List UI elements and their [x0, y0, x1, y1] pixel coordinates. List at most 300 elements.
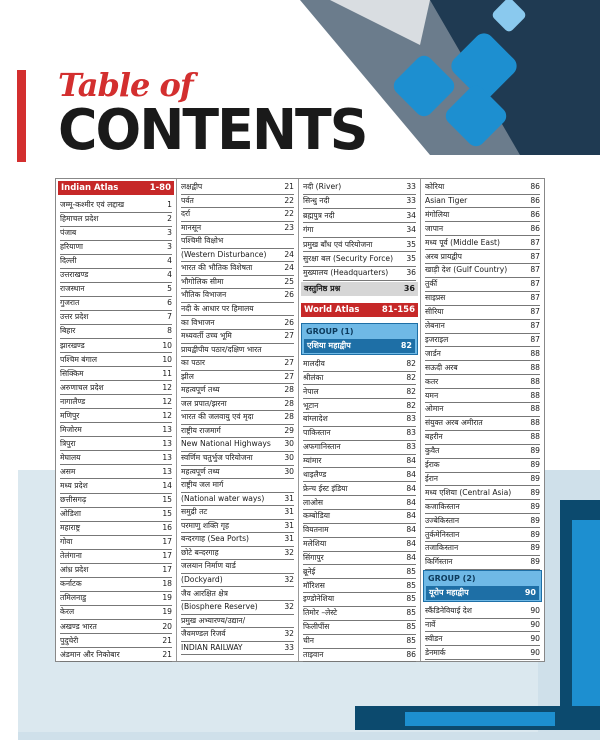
toc-entry-page: 82 [406, 386, 416, 396]
toc-entry-page: 87 [530, 251, 540, 261]
objective-questions-label: वस्तुनिष्ठ प्रश्न [304, 284, 341, 293]
toc-entry-page: 13 [162, 452, 172, 462]
toc-entry-title: अंडमान और निकोबार [60, 649, 120, 659]
toc-entry-page [276, 343, 294, 357]
toc-entry [425, 375, 540, 390]
toc-entry-page: 6 [167, 298, 172, 308]
toc-entry-title: मालदीव [303, 359, 325, 368]
toc-entry-title: बहरीन [425, 432, 443, 442]
toc-entry-title: सिंगापुर [303, 552, 324, 562]
toc-entry-page: 86 [530, 223, 540, 233]
toc-entry-page: 21 [162, 649, 172, 659]
toc-entry-page: 12 [162, 382, 172, 392]
toc-entry [60, 423, 172, 438]
toc-entry-page: 4 [167, 256, 172, 266]
toc-entry-title: परमाणु शक्ति गृह [181, 520, 230, 530]
toc-entry-page [276, 614, 294, 628]
toc-entry [303, 252, 416, 267]
toc-entry [60, 591, 172, 606]
toc-entry-page: 84 [406, 539, 416, 549]
section-header-indian-atlas [58, 181, 174, 195]
toc-entry-title: कम्बोडिया [303, 511, 331, 521]
toc-entry-title: इण्डोनेशिया [303, 594, 335, 604]
toc-entry-page: 35 [406, 239, 416, 249]
toc-entry-page [276, 559, 294, 573]
toc-entry-page: 2 [167, 214, 172, 224]
toc-entry-page: 4 [167, 270, 172, 280]
toc-entry [425, 291, 540, 306]
toc-entry-page: 84 [406, 525, 416, 535]
toc-entry-page: 87 [530, 293, 540, 303]
toc-entry-page: 87 [530, 334, 540, 344]
toc-entry [303, 371, 416, 386]
toc-entry [303, 634, 416, 649]
toc-entry [181, 370, 294, 385]
toc-entry-title: मलेशिया [303, 539, 327, 549]
section-header-pages: 81-156 [381, 305, 415, 315]
toc-entry-page: 90 [530, 633, 540, 643]
toc-entry-page: 15 [162, 495, 172, 505]
toc-entry-title: कुवैत [425, 446, 440, 456]
toc-entry-page: 24 [284, 249, 294, 259]
toc-entry-page: 12 [162, 410, 172, 420]
toc-entry-page: 21 [284, 182, 294, 191]
toc-entry [60, 339, 172, 354]
toc-entry-title: तुर्की [425, 279, 438, 289]
toc-entry-title: पुदुचेरी [60, 635, 79, 645]
toc-entry-page: 25 [284, 276, 294, 286]
toc-entry-page [276, 587, 294, 601]
toc-entry-page: 22 [284, 209, 294, 219]
toc-entry [60, 198, 172, 213]
toc-entry-title: सुरक्षा बल (Security Force) [303, 254, 394, 263]
toc-entry [60, 648, 172, 663]
toc-entry-page: 87 [530, 237, 540, 247]
toc-entry-page: 86 [406, 649, 416, 659]
toc-entry [425, 194, 540, 209]
toc-entry-page: 27 [284, 331, 294, 341]
toc-entry [60, 310, 172, 325]
toc-entry-page: 89 [530, 557, 540, 567]
toc-entry [60, 437, 172, 452]
toc-entry [425, 430, 540, 445]
toc-entry [303, 648, 416, 663]
toc-entry-title: तिमोर –लेस्टे [303, 608, 338, 618]
toc-entry-page: 23 [284, 222, 294, 232]
toc-entry-page: 33 [284, 642, 294, 652]
toc-entry-page: 34 [406, 210, 416, 220]
toc-entry-page: 84 [406, 483, 416, 493]
toc-entry [303, 385, 416, 400]
toc-entry-title: राष्ट्रीय राजमार्ग [181, 425, 221, 435]
toc-entry-title: महत्वपूर्ण तथ्य [181, 466, 220, 476]
toc-entry-page: 89 [530, 460, 540, 469]
toc-entry-title: नदी (River) [303, 182, 342, 191]
toc-entry-page: 18 [162, 579, 172, 589]
toc-entry-title: पर्वत [181, 195, 194, 205]
toc-entry [425, 263, 540, 278]
toc-entry-page: 83 [406, 442, 416, 452]
toc-entry-page: 22 [284, 195, 294, 205]
toc-entry [425, 416, 540, 431]
toc-entry [303, 537, 416, 552]
toc-entry-title: सिन्धु नदी [303, 196, 330, 206]
toc-entry [425, 646, 540, 661]
toc-entry [181, 424, 294, 439]
toc-entry [425, 277, 540, 292]
toc-entry-title: साइप्रस [425, 293, 446, 303]
toc-entry [60, 479, 172, 494]
toc-entry [181, 248, 294, 263]
decor-bar-horizontal-blue [405, 712, 555, 726]
toc-entry-title: इजराइल [425, 334, 449, 344]
toc-entry-title: बांग्लादेश [303, 414, 328, 424]
toc-entry [181, 505, 294, 520]
toc-entry-title: दर्रा [181, 209, 191, 219]
toc-entry-title: स्वीडन [425, 633, 443, 643]
toc-entry-page: 11 [162, 368, 172, 378]
toc-entry-page: 84 [406, 469, 416, 479]
toc-entry [60, 620, 172, 635]
toc-entry-page: 88 [530, 390, 540, 400]
toc-entry-page: 13 [162, 466, 172, 476]
toc-entry-title: किर्गिस्तान [425, 557, 453, 567]
section-header-label: Indian Atlas [61, 183, 119, 193]
toc-entry-page: 89 [530, 529, 540, 539]
toc-entry-title: राष्ट्रीय जल मार्ग [181, 480, 224, 490]
toc-entry-title: मानसून [181, 222, 202, 232]
toc-entry-title: अफगानिस्तान [303, 442, 341, 452]
toc-entry-page: 19 [162, 593, 172, 603]
section-header-label: World Atlas [304, 305, 360, 315]
toc-entry-title: मिजोरम [60, 424, 82, 434]
toc-entry [425, 555, 540, 570]
toc-entry [425, 361, 540, 376]
toc-entry-title: तुर्कमेनिस्तान [425, 529, 460, 539]
toc-entry-title: फ्रेन्च ईस्ट इंडिया [303, 483, 348, 493]
toc-entry-title: अरब प्रायद्वीप [425, 251, 462, 261]
toc-entry [303, 606, 416, 621]
toc-entry-page: 84 [406, 455, 416, 465]
toc-entry-page: 33 [406, 182, 416, 191]
toc-entry-page: 89 [530, 501, 540, 511]
toc-entry [60, 353, 172, 368]
toc-entry [303, 523, 416, 538]
toc-entry [181, 302, 294, 317]
toc-entry [181, 194, 294, 209]
toc-entry-page: 90 [530, 619, 540, 629]
toc-entry-title: ईरान [425, 473, 439, 483]
toc-entry-title: तेलंगाना [60, 551, 82, 561]
column-3 [298, 179, 420, 661]
toc-entry [425, 208, 540, 223]
toc-entry [181, 221, 294, 236]
toc-entry-page: 26 [284, 317, 294, 327]
toc-entry-page: 32 [284, 629, 294, 639]
toc-entry [60, 465, 172, 480]
toc-entry-page: 16 [162, 523, 172, 533]
toc-entry-page [276, 302, 294, 316]
toc-entry-title: नेपाल [303, 386, 319, 396]
toc-entry [303, 194, 416, 209]
toc-entry-title: ईराक [425, 460, 440, 469]
toc-entry-page: 88 [530, 348, 540, 358]
toc-entry-title: संयुक्त अरब अमीरात [425, 418, 483, 428]
toc-entry [60, 409, 172, 424]
toc-entry-title: झारखण्ड [60, 340, 85, 350]
toc-entry [60, 535, 172, 550]
toc-entry [60, 605, 172, 620]
toc-entry-page: 82 [406, 359, 416, 368]
toc-entry-title: हरियाणा [60, 242, 83, 252]
toc-entry [303, 496, 416, 511]
toc-entry-title: वियतनाम [303, 525, 329, 535]
toc-entry-title: लक्षद्वीप [181, 182, 203, 191]
toc-entry-title: स्कैंडिनेवियाई देश [425, 606, 472, 615]
column-1 [56, 179, 176, 661]
group-label-row [304, 339, 415, 353]
toc-entry-page: 88 [530, 418, 540, 428]
toc-entry [181, 397, 294, 412]
toc-entry [181, 451, 294, 466]
toc-entry-title: कजाकिस्तान [425, 501, 460, 511]
toc-entry [60, 296, 172, 311]
toc-entry [60, 577, 172, 592]
toc-entry-title: जैवमण्डल रिजर्व [181, 629, 226, 639]
page-title: CONTENTS [58, 98, 367, 163]
toc-entry-page: 88 [530, 404, 540, 414]
toc-entry [303, 180, 416, 195]
toc-entry-page: 90 [530, 606, 540, 615]
toc-entry [303, 468, 416, 483]
toc-entry-title: तमिलनाडु [60, 593, 87, 603]
toc-entry [181, 316, 294, 331]
toc-entry-title: (Dockyard) [181, 574, 223, 584]
toc-entry-page: 87 [530, 279, 540, 289]
toc-entry [60, 367, 172, 382]
toc-entry-title: प्रमुख अभ्यारण्य/उद्यान/ [181, 615, 246, 625]
toc-entry-page: 15 [162, 509, 172, 519]
group-label: एशिया महाद्वीप [307, 341, 351, 350]
toc-entry-title: म्यांमार [303, 455, 322, 465]
toc-entry-page: 86 [530, 209, 540, 219]
toc-entry-page: 83 [406, 414, 416, 424]
title-script: Table of [58, 66, 193, 104]
toc-entry [181, 641, 294, 656]
toc-entry [181, 492, 294, 507]
group-box-asia [301, 323, 418, 355]
toc-entry [425, 222, 540, 237]
toc-entry [181, 383, 294, 398]
column-4 [420, 179, 544, 661]
toc-entry-title: कोरिया [425, 182, 445, 191]
toc-entry [425, 389, 540, 404]
toc-entry [303, 509, 416, 524]
toc-entry-title: पंजाब [60, 228, 77, 238]
toc-entry-title: डेनमार्क [425, 647, 446, 657]
toc-entry [60, 268, 172, 283]
toc-entry-title: मध्यवर्ती उच्च भूमि [181, 331, 232, 341]
toc-entry [181, 261, 294, 276]
toc-entry-title: महत्वपूर्ण तथ्य [181, 385, 220, 395]
toc-entry-page: 3 [167, 228, 172, 238]
toc-entry [425, 632, 540, 647]
toc-entry-page: 90 [530, 647, 540, 657]
toc-entry-page: 84 [406, 552, 416, 562]
toc-entry-page: 82 [406, 400, 416, 410]
toc-entry-page: 30 [284, 466, 294, 476]
toc-entry [181, 356, 294, 371]
toc-entry [303, 238, 416, 253]
toc-entry-title: राजस्थान [60, 284, 85, 294]
toc-entry-title: जार्डन [425, 348, 441, 358]
toc-entry [60, 634, 172, 649]
toc-entry-page: 28 [284, 412, 294, 422]
toc-entry-page: 19 [162, 607, 172, 617]
toc-entry [181, 600, 294, 615]
toc-entry-page: 86 [530, 195, 540, 205]
toc-entry-title: मुख्यालय (Headquarters) [303, 268, 389, 278]
toc-entry [181, 207, 294, 222]
toc-entry-title: अखण्ड भारत [60, 621, 97, 631]
toc-entry [60, 493, 172, 508]
toc-entry-page: 3 [167, 242, 172, 252]
toc-entry-page [276, 234, 294, 248]
toc-entry-title: मंगोलिया [425, 209, 450, 219]
toc-entry [181, 465, 294, 480]
toc-entry [303, 482, 416, 497]
toc-entry [60, 240, 172, 255]
toc-entry [181, 519, 294, 534]
group-name: GROUP (2) [428, 574, 476, 583]
toc-entry-page: 87 [530, 321, 540, 330]
toc-entry [181, 288, 294, 303]
toc-entry-page: 84 [406, 497, 416, 507]
toc-entry-page: 20 [162, 621, 172, 631]
toc-entry [303, 412, 416, 427]
toc-entry-page: 14 [162, 481, 172, 490]
toc-entry-title: गंगा [303, 225, 314, 235]
group-name: GROUP (1) [306, 327, 354, 336]
toc-entry [425, 180, 540, 195]
toc-entry-page: 88 [530, 432, 540, 442]
toc-entry-page: 87 [530, 307, 540, 317]
section-header-pages: 1-80 [149, 183, 171, 193]
toc-entry-title: खाड़ी देश (Gulf Country) [425, 265, 508, 275]
toc-entry-title: नागालैण्ड [60, 396, 86, 406]
toc-entry [425, 618, 540, 633]
toc-entry [60, 212, 172, 227]
toc-entry-title: लाओस [303, 497, 324, 507]
toc-entry-title: ओडिशा [60, 509, 81, 519]
toc-entry-page: 24 [284, 263, 294, 273]
toc-entry-title: तजाकिस्तान [425, 543, 459, 553]
toc-entry-page: 85 [406, 636, 416, 645]
toc-entry-page: 10 [162, 354, 172, 364]
toc-entry-page: 35 [406, 254, 416, 263]
toc-entry-title: मॉरिशस [303, 580, 325, 590]
toc-entry-page: 29 [284, 425, 294, 435]
toc-entry [425, 319, 540, 334]
toc-entry-page: 83 [406, 428, 416, 438]
toc-entry-page: 27 [284, 358, 294, 368]
toc-entry-page: 7 [167, 312, 172, 322]
toc-entry-title: भौगोलिक सीमा [181, 276, 224, 286]
toc-entry-title: भारत की भौतिक विशेषता [181, 263, 253, 273]
toc-entry [303, 223, 416, 238]
toc-entry [303, 579, 416, 594]
toc-entry [303, 565, 416, 580]
toc-entry-page: 85 [406, 594, 416, 604]
toc-entry-title: महाराष्ट्र [60, 523, 81, 533]
toc-entry [425, 541, 540, 556]
toc-entry-title: असम [60, 466, 76, 476]
toc-entry-page: 82 [406, 372, 416, 382]
toc-entry-title: गोवा [60, 537, 73, 547]
toc-entry [425, 236, 540, 251]
toc-entry-title: New National Highways [181, 439, 271, 449]
group-label: यूरोप महाद्वीप [429, 588, 469, 597]
toc-entry [425, 333, 540, 348]
toc-entry [425, 514, 540, 529]
toc-entry [181, 614, 294, 629]
toc-entry [181, 478, 294, 493]
toc-entry [425, 347, 540, 362]
toc-entry-title: अरुणाचल प्रदेश [60, 382, 104, 392]
toc-entry-title: भारत की जलवायु एवं मृदा [181, 412, 254, 422]
toc-entry-title: छोटे बन्दरगाह [181, 547, 219, 557]
toc-entry-title: का पठार [181, 358, 206, 368]
toc-entry-title: सिक्किम [60, 368, 84, 378]
toc-entry-title: बन्दरगाह (Sea Ports) [181, 534, 250, 544]
toc-entry-title: नार्वे [425, 619, 436, 629]
toc-entry [60, 521, 172, 536]
toc-entry-page: 26 [284, 290, 294, 300]
toc-entry-title: मध्य प्रदेश [60, 481, 88, 490]
toc-entry-title: ओमान [425, 404, 444, 414]
toc-entry-page: 30 [284, 439, 294, 449]
toc-entry-page: 89 [530, 446, 540, 456]
toc-entry-title: ब्रह्मपुत्र नदी [303, 210, 335, 220]
toc-entry-page: 32 [284, 574, 294, 584]
toc-entry [303, 454, 416, 469]
toc-entry-title: प्रमुख बाँध एवं परियोजना [303, 239, 373, 249]
toc-entry [425, 402, 540, 417]
toc-entry [181, 234, 294, 249]
toc-entry [303, 426, 416, 441]
toc-entry-page: 17 [162, 565, 172, 575]
toc-entry-page: 13 [162, 424, 172, 434]
toc-entry [303, 266, 416, 281]
toc-entry-page: 28 [284, 385, 294, 395]
toc-entry [60, 549, 172, 564]
toc-entry-title: त्रिपुरा [60, 438, 76, 448]
toc-entry [425, 305, 540, 320]
toc-entry [425, 458, 540, 473]
toc-entry-page: 88 [530, 376, 540, 386]
toc-entry-title: समुद्री तट [181, 507, 208, 517]
toc-entry-page: 30 [284, 453, 294, 462]
toc-entry-title: पश्चिम बंगाल [60, 354, 98, 364]
toc-entry-title: उत्तर प्रदेश [60, 312, 89, 322]
toc-entry [425, 250, 540, 265]
toc-entry-page: 8 [167, 326, 172, 336]
toc-entry-page: 89 [530, 515, 540, 525]
toc-entry-title: ब्रूनेई [303, 566, 316, 576]
toc-entry-title: सऊदी अरब [425, 362, 458, 372]
toc-entry-page: 31 [284, 493, 294, 503]
toc-entry [181, 410, 294, 425]
